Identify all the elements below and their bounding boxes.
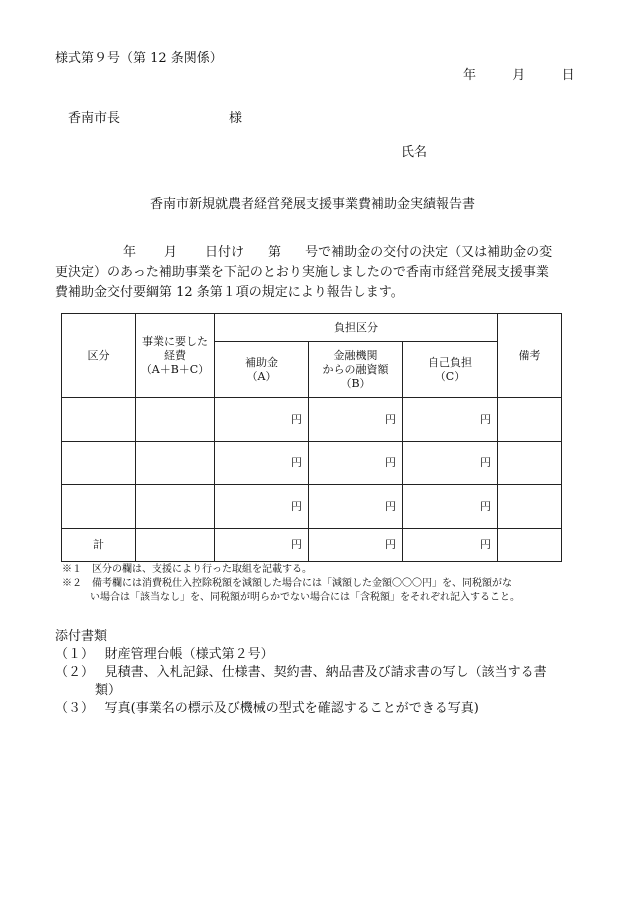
table-row — [62, 398, 562, 442]
cell-subsidy[interactable]: 円 — [215, 529, 309, 562]
cell-expense[interactable] — [136, 485, 215, 529]
attachments — [55, 628, 547, 718]
cell-self[interactable]: 円 — [403, 442, 498, 485]
cell-subsidy[interactable]: 円 — [215, 485, 309, 529]
attachments-heading: 添付書類 — [55, 629, 108, 644]
table-row — [62, 485, 562, 529]
cell-self[interactable]: 円 — [403, 529, 498, 562]
addressee-mayor: 香南市長 — [68, 111, 121, 126]
cell-expense[interactable] — [136, 398, 215, 442]
attachment-item-1: （１） 財産管理台帳（様式第２号） — [55, 647, 274, 662]
body-line-2: 更決定）のあった補助事業を下記のとおり実施しましたので香南市経営発展支援事業 — [55, 265, 549, 280]
cell-expense[interactable] — [136, 442, 215, 485]
notes — [62, 563, 520, 605]
header-loan: 金融機関 からの融資額 （B） — [309, 342, 403, 398]
attachment-item-3: （３） 写真(事業名の標示及び機械の型式を確認することができる写真) — [55, 701, 479, 716]
applicant-name-label: 氏名 — [401, 145, 428, 160]
note-2-line-1: ※２ 備考欄には消費税仕入控除税額を減額した場合には「減額した金額〇〇〇円」を、同税額がな — [62, 578, 512, 589]
cell-remarks[interactable] — [498, 485, 562, 529]
note-2-line-2: い場合は「該当なし」を、同税額が明らかでない場合には「含税額」をそれぞれ記入すること。 — [90, 592, 520, 603]
cell-self[interactable]: 円 — [403, 485, 498, 529]
table-row — [62, 442, 562, 485]
addressee-honorific: 様 — [229, 111, 243, 126]
table-row-total — [62, 529, 562, 562]
cell-category[interactable] — [62, 442, 136, 485]
header-category: 区分 — [62, 314, 136, 398]
header-self: 自己負担 （C） — [403, 342, 498, 398]
report-table — [61, 313, 562, 562]
cell-loan[interactable]: 円 — [309, 398, 403, 442]
header-burden: 負担区分 — [215, 314, 498, 342]
form-number: 様式第９号（第 12 条関係） — [55, 51, 223, 66]
cell-remarks[interactable] — [498, 442, 562, 485]
header-expense: 事業に要した 経費 （A＋B＋C） — [136, 314, 215, 398]
cell-self[interactable]: 円 — [403, 398, 498, 442]
date-line — [463, 64, 575, 83]
cell-category[interactable] — [62, 485, 136, 529]
body-line-3: 費補助金交付要綱第 12 条第１項の規定により報告します。 — [55, 285, 404, 300]
cell-loan[interactable]: 円 — [309, 442, 403, 485]
cell-remarks[interactable] — [498, 398, 562, 442]
date-day: 日 — [561, 68, 575, 83]
cell-subsidy[interactable]: 円 — [215, 442, 309, 485]
date-year: 年 — [463, 68, 477, 83]
attachment-item-2-line-2: 類） — [95, 683, 122, 698]
cell-total-label: 計 — [62, 529, 136, 562]
date-month: 月 — [512, 68, 526, 83]
cell-category[interactable] — [62, 398, 136, 442]
document-title: 香南市新規就農者経営発展支援事業費補助金実績報告書 — [150, 197, 476, 212]
cell-expense[interactable] — [136, 529, 215, 562]
header-remarks: 備考 — [498, 314, 562, 398]
note-1: ※１ 区分の欄は、支援により行った取組を記載する。 — [62, 564, 312, 575]
cell-loan[interactable]: 円 — [309, 529, 403, 562]
cell-remarks[interactable] — [498, 529, 562, 562]
attachment-item-2-line-1: （２） 見積書、入札記録、仕様書、契約書、納品書及び請求書の写し（該当する書 — [55, 665, 547, 680]
cell-loan[interactable]: 円 — [309, 485, 403, 529]
body-paragraph — [55, 243, 575, 303]
cell-subsidy[interactable]: 円 — [215, 398, 309, 442]
header-subsidy: 補助金 （A） — [215, 342, 309, 398]
body-line-1: 年 月 日付け 第 号で補助金の交付の決定（又は補助金の変 — [123, 245, 553, 260]
